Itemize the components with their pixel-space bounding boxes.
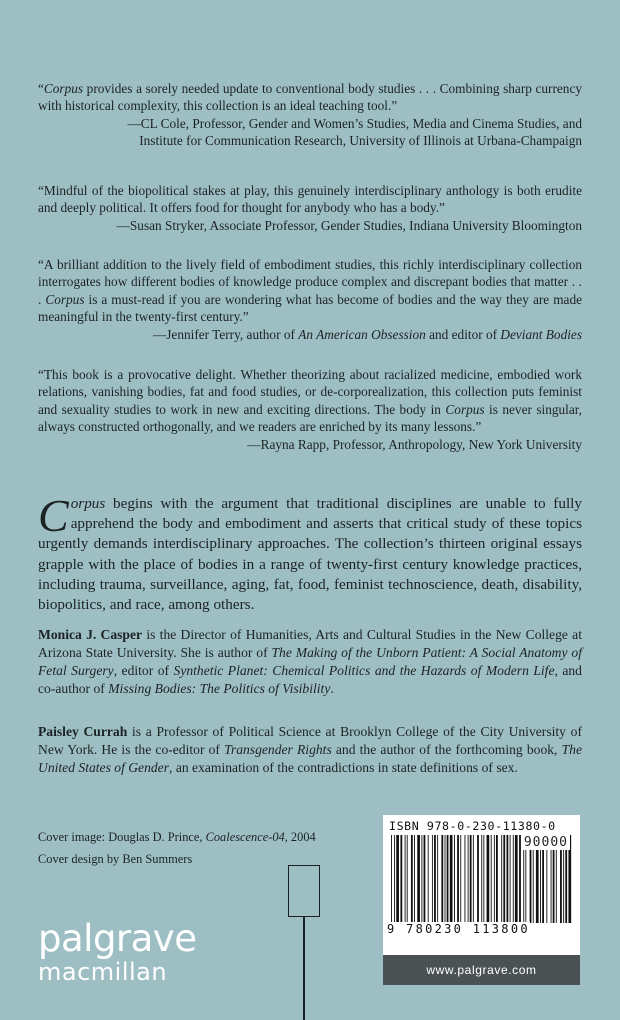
- author-name: Paisley Currah: [38, 724, 128, 739]
- book-title: Corpus: [45, 291, 85, 307]
- isbn-barcode-panel: [383, 815, 580, 985]
- decorative-vertical-line: [303, 917, 305, 1020]
- decorative-square-mark: [288, 865, 320, 917]
- blurb-text: “This book is a provocative delight. Whether theorizing about racialized medicine, embodied work relations, vanishing bodies, fat and food studies, or de-corporealization, this collection puts feminist and sexuality studies to work in new and exciting directions. The body in Corpus is never singular, always constructed orthogonally, and we readers are enriched by its many lessons.”: [38, 367, 582, 435]
- blurb-attribution-line2: Institute for Communication Research, University of Illinois at Urbana-Champaign: [139, 133, 582, 149]
- blurb-attribution: —CL Cole, Professor, Gender and Women’s Studies, Media and Cinema Studies, and: [127, 115, 582, 131]
- book-title: Corpus: [445, 401, 485, 417]
- blurb-jennifer-terry: [38, 256, 582, 343]
- bio-monica-casper: Monica J. Casper is the Director of Humanities, Arts and Cultural Studies in the New College at Arizona State University. She is author of The Making of the Unborn Patient: A Social Anatomy of Fetal Surgery, editor of Synthetic Planet: Chemical Politics and the Hazards of Modern Life, and co-author of Missing Bodies: The Politics of Visibility.: [38, 627, 582, 696]
- author-name: Monica J. Casper: [38, 627, 143, 642]
- cover-design-credit: Cover design by Ben Summers: [38, 852, 193, 866]
- blurb-attribution: —Jennifer Terry, author of An American Obsession and editor of Deviant Bodies: [152, 326, 582, 342]
- logo-macmillan: macmillan: [38, 958, 168, 986]
- barcode-digits: 9 780230 113800: [387, 922, 530, 936]
- blurb-text: “A brilliant addition to the lively field of embodiment studies, this richly interdisciplinary collection interrogates how different bodies of knowledge produce complex and discrepant bodies that matter . . . Corpus is a must-read if you are wondering what has become of bodies and the way they are made meaningful in the twenty-first century.”: [38, 257, 582, 325]
- publisher-logo: [38, 917, 197, 986]
- cover-image-credit: Cover image: Douglas D. Prince, Coalescence-04, 2004: [38, 830, 316, 844]
- blurb-cl-cole: [38, 80, 582, 150]
- blurb-text: “Mindful of the biopolitical stakes at play, this genuinely interdisciplinary anthology is both erudite and deeply political. It offers food for thought for anybody who has a body.”: [38, 183, 582, 216]
- book-description: Corpus begins with the argument that traditional disciplines are unable to fully apprehend the body and embodiment and asserts that critical study of these topics urgently demands interdisciplinary approaches. The collection’s thirteen original essays grapple with the place of bodies in a range of twenty-first century knowledge practices, including trauma, surveillance, aging, fat, food, feminist technoscience, death, disability, biopolitics, and race, among others.: [38, 490, 582, 614]
- blurb-susan-stryker: [38, 182, 582, 234]
- logo-palgrave: palgrave: [38, 917, 197, 960]
- blurb-text: “Corpus provides a sorely needed update to conventional body studies . . . Combining sharp currency with historical complexity, this collection is an ideal teaching tool.”: [38, 81, 582, 114]
- publisher-url[interactable]: www.palgrave.com: [383, 955, 580, 985]
- blurb-attribution: —Rayna Rapp, Professor, Anthropology, New York University: [247, 436, 582, 452]
- cover-credits: [38, 826, 316, 870]
- book-title: orpus: [70, 495, 106, 512]
- drop-cap: C: [38, 490, 69, 541]
- price-code: 90000: [523, 835, 568, 850]
- book-title: Corpus: [43, 81, 84, 96]
- blurb-rayna-rapp: [38, 366, 582, 453]
- bio-paisley-currah: Paisley Currah is a Professor of Political Science at Brooklyn College of the City University of New York. He is the co-editor of Transgender Rights and the author of the forthcoming book, The United States of Gender, an examination of the contradictions in state definitions of sex.: [38, 724, 582, 775]
- isbn-text: ISBN 978-0-230-11380-0: [389, 819, 556, 833]
- blurb-attribution: —Susan Stryker, Associate Professor, Gender Studies, Indiana University Bloomington: [116, 217, 582, 233]
